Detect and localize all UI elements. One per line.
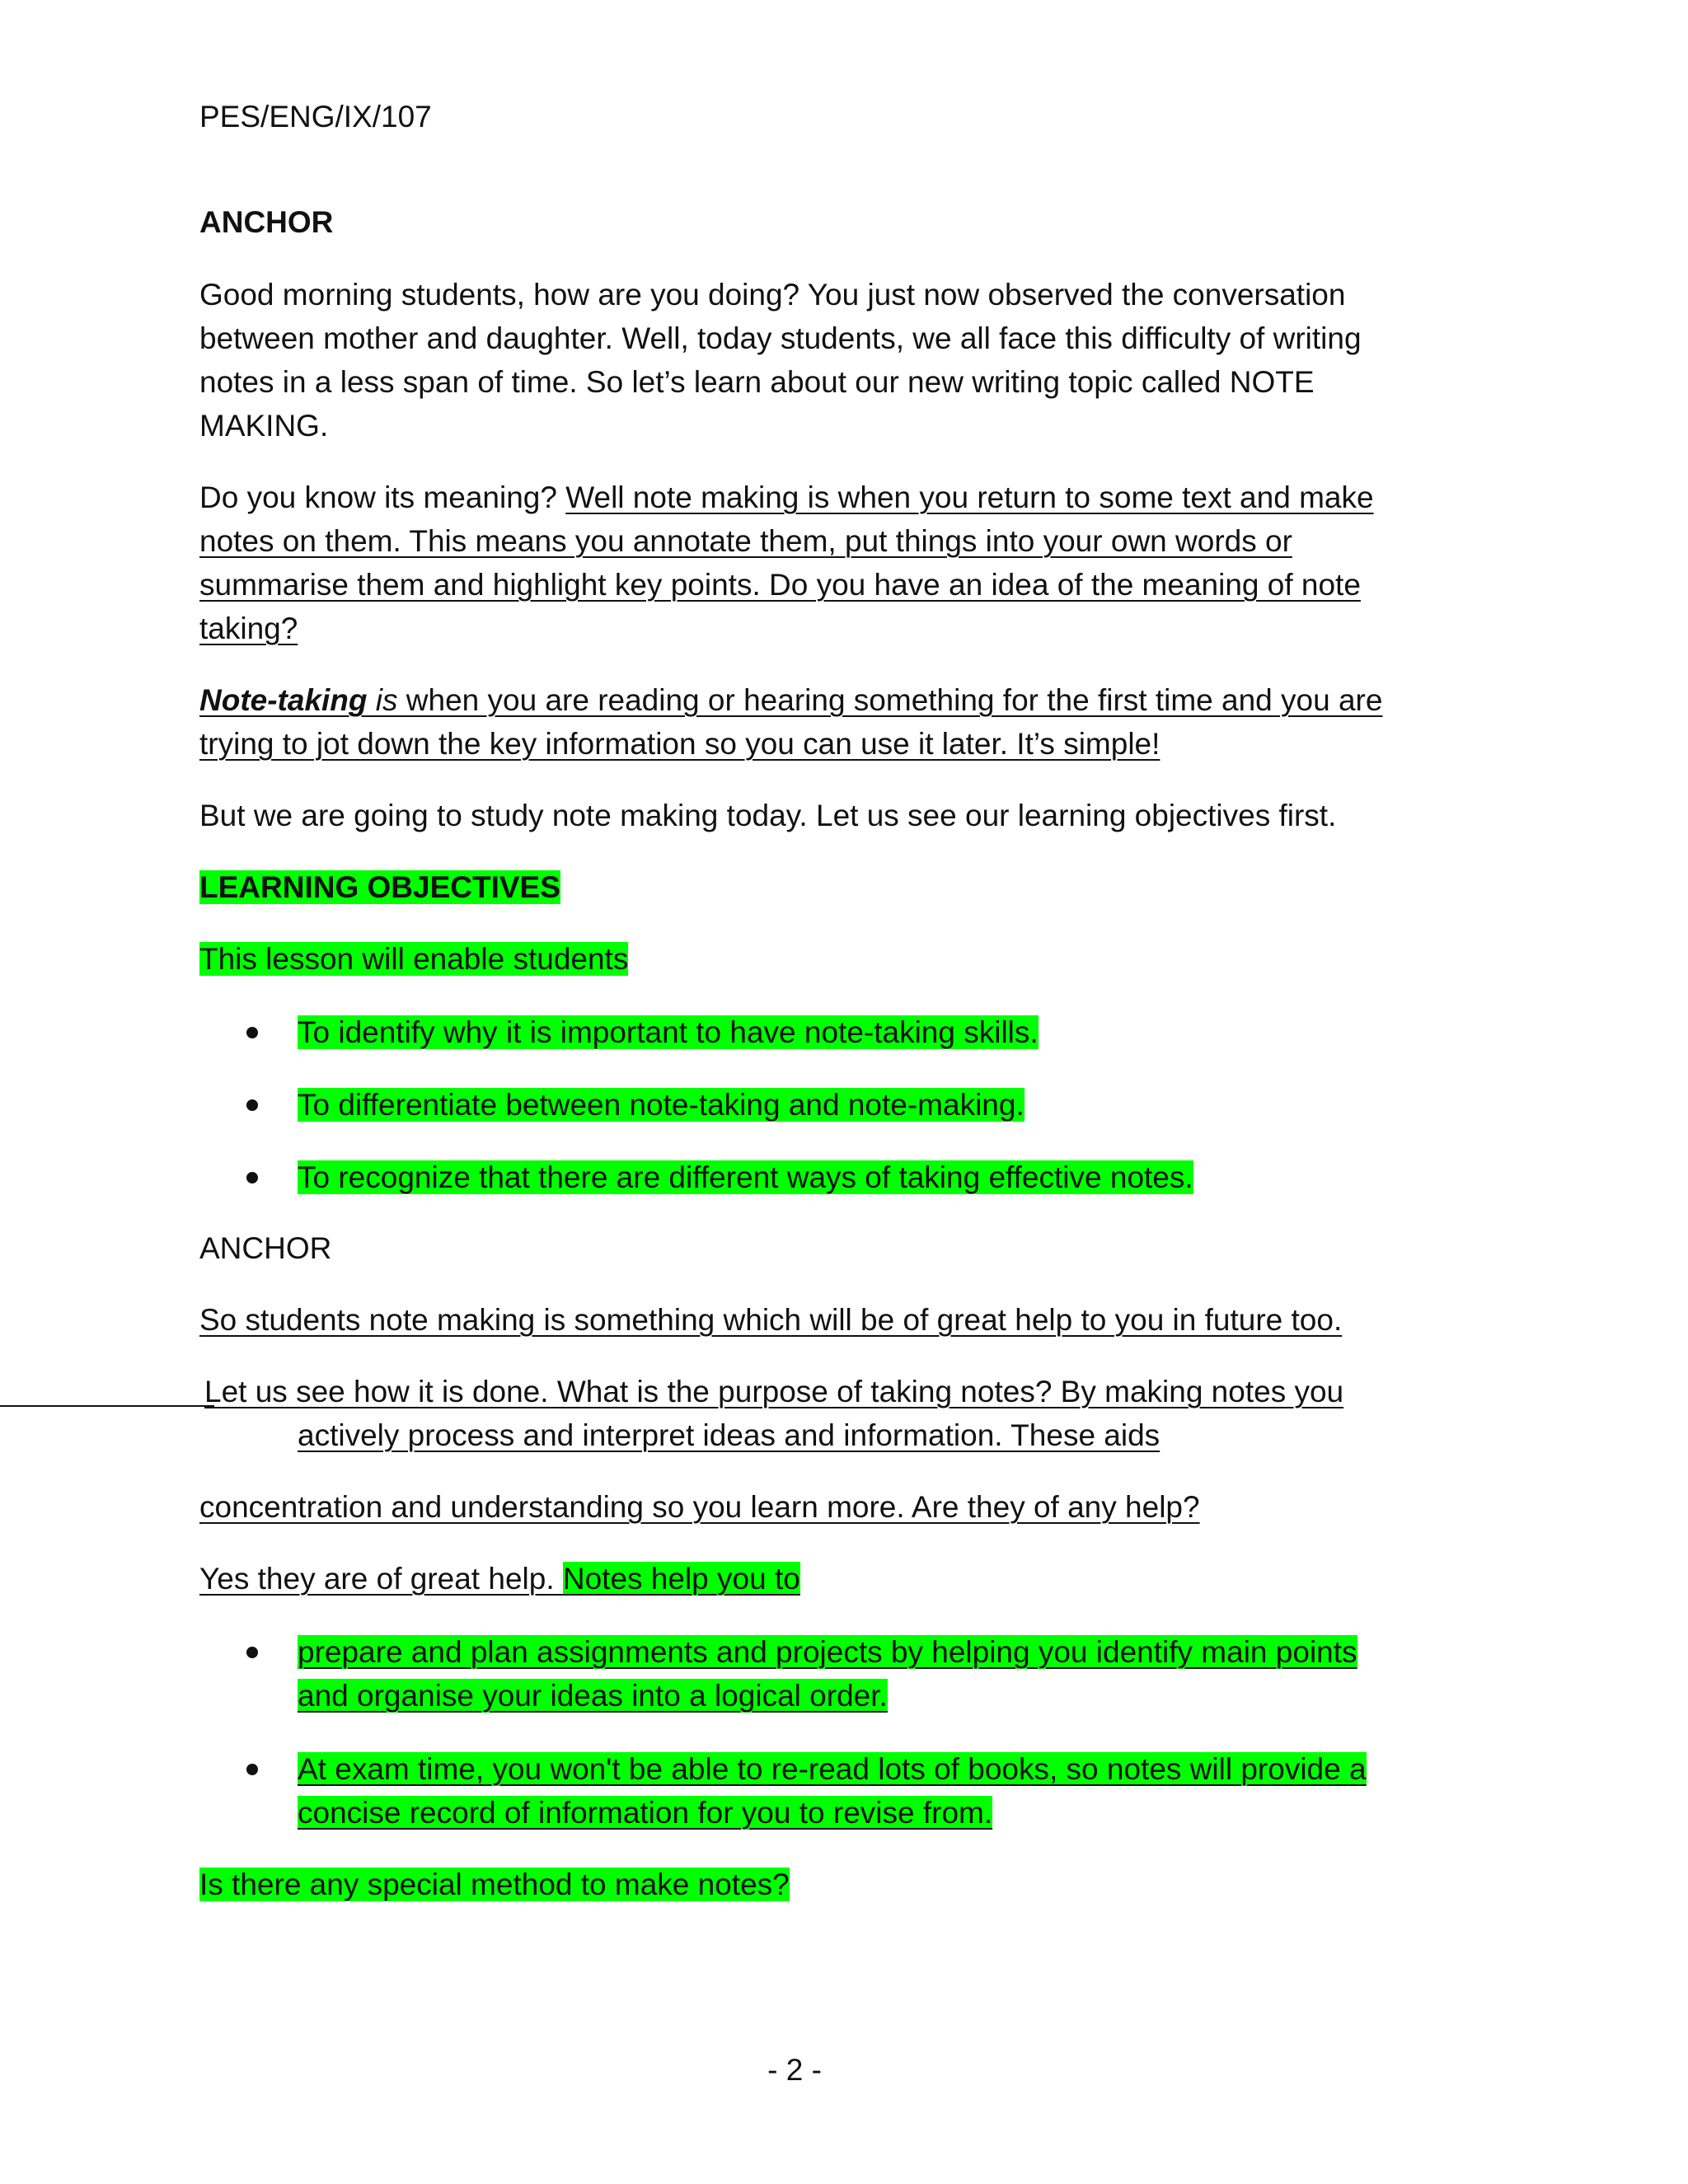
intro-line: MAKING. <box>199 409 329 443</box>
objective-text: To recognize that there are different ways of taking effective notes. <box>298 1160 1193 1194</box>
meaning-line: taking? <box>199 612 298 645</box>
notetaking-rest: when you are reading or hearing something for the first time and you are <box>397 683 1383 717</box>
meaning-line: notes on them. This means you annotate them, put things into your own words or <box>199 524 1292 558</box>
help-item-line <box>298 1750 1367 1789</box>
purpose-line: actively process and interpret ideas and information. These aids <box>298 1418 1160 1452</box>
objectives-lead-text: This lesson will enable students <box>199 942 629 976</box>
purpose-line: So students note making is something which will be of great help to you in future too. <box>199 1303 1343 1337</box>
help-item-text: and organise your ideas into a logical order. <box>298 1679 888 1713</box>
objective-text: To identify why it is important to have note-taking skills. <box>298 1015 1039 1049</box>
notetaking-term: Note-taking <box>199 683 368 717</box>
page-number: - 2 - <box>767 2053 822 2087</box>
meaning-definition: Well note making is when you return to some text and make <box>565 480 1374 514</box>
bullet-icon <box>246 1172 258 1183</box>
objective-item <box>298 1158 1193 1197</box>
help-line-plain: Yes they are of great help. <box>199 1562 563 1596</box>
bullet-icon <box>246 1099 258 1111</box>
objectives-lead <box>199 940 628 979</box>
intro-line: Good morning students, how are you doing? You just now observed the conversation <box>199 278 1346 312</box>
help-item-text: prepare and plan assignments and projects by helping you identify main points <box>298 1635 1357 1669</box>
objective-item <box>298 1013 1039 1052</box>
help-item-line <box>298 1633 1357 1672</box>
learning-objectives-heading-text: LEARNING OBJECTIVES <box>199 870 560 904</box>
underline-rule <box>0 1405 214 1407</box>
bullet-icon <box>246 1764 258 1775</box>
bullet-icon <box>246 1027 258 1038</box>
learning-objectives-heading <box>199 868 560 907</box>
help-line-highlight: Notes help you to <box>562 1562 800 1596</box>
objective-text: To differentiate between note-taking and note-making. <box>298 1088 1025 1122</box>
bullet-icon <box>246 1647 258 1658</box>
notetaking-line: trying to jot down the key information so you can use it later. It’s simple! <box>199 727 1160 761</box>
method-question <box>199 1865 790 1905</box>
help-item-line <box>298 1676 888 1716</box>
transition-line: But we are going to study note making today. Let us see our learning objectives first. <box>199 799 1337 832</box>
method-question-text: Is there any special method to make notes? <box>199 1868 790 1901</box>
purpose-line: Let us see how it is done. What is the purpose of taking notes? By making notes you <box>204 1375 1344 1408</box>
help-item-line <box>298 1793 992 1833</box>
intro-line: notes in a less span of time. So let’s learn about our new writing topic called NOTE <box>199 365 1315 399</box>
purpose-line: concentration and understanding so you learn more. Are they of any help? <box>199 1490 1200 1524</box>
section-heading-anchor: ANCHOR <box>199 205 334 239</box>
help-item-text: At exam time, you won't be able to re-read lots of books, so notes will provide a <box>298 1752 1367 1786</box>
meaning-line <box>199 478 1374 518</box>
meaning-prefix: Do you know its meaning? <box>199 480 566 514</box>
notetaking-definition <box>199 681 1382 720</box>
help-line <box>199 1559 800 1599</box>
notetaking-is: is <box>367 683 398 717</box>
meaning-line: summarise them and highlight key points. Do you have an idea of the meaning of note <box>199 568 1361 602</box>
help-item-text: concise record of information for you to revise from. <box>298 1796 993 1830</box>
objective-item <box>298 1085 1025 1125</box>
section-heading-anchor-2: ANCHOR <box>199 1231 332 1265</box>
intro-line: between mother and daughter. Well, today students, we all face this difficulty of writing <box>199 321 1362 355</box>
document-code: PES/ENG/IX/107 <box>199 100 432 134</box>
